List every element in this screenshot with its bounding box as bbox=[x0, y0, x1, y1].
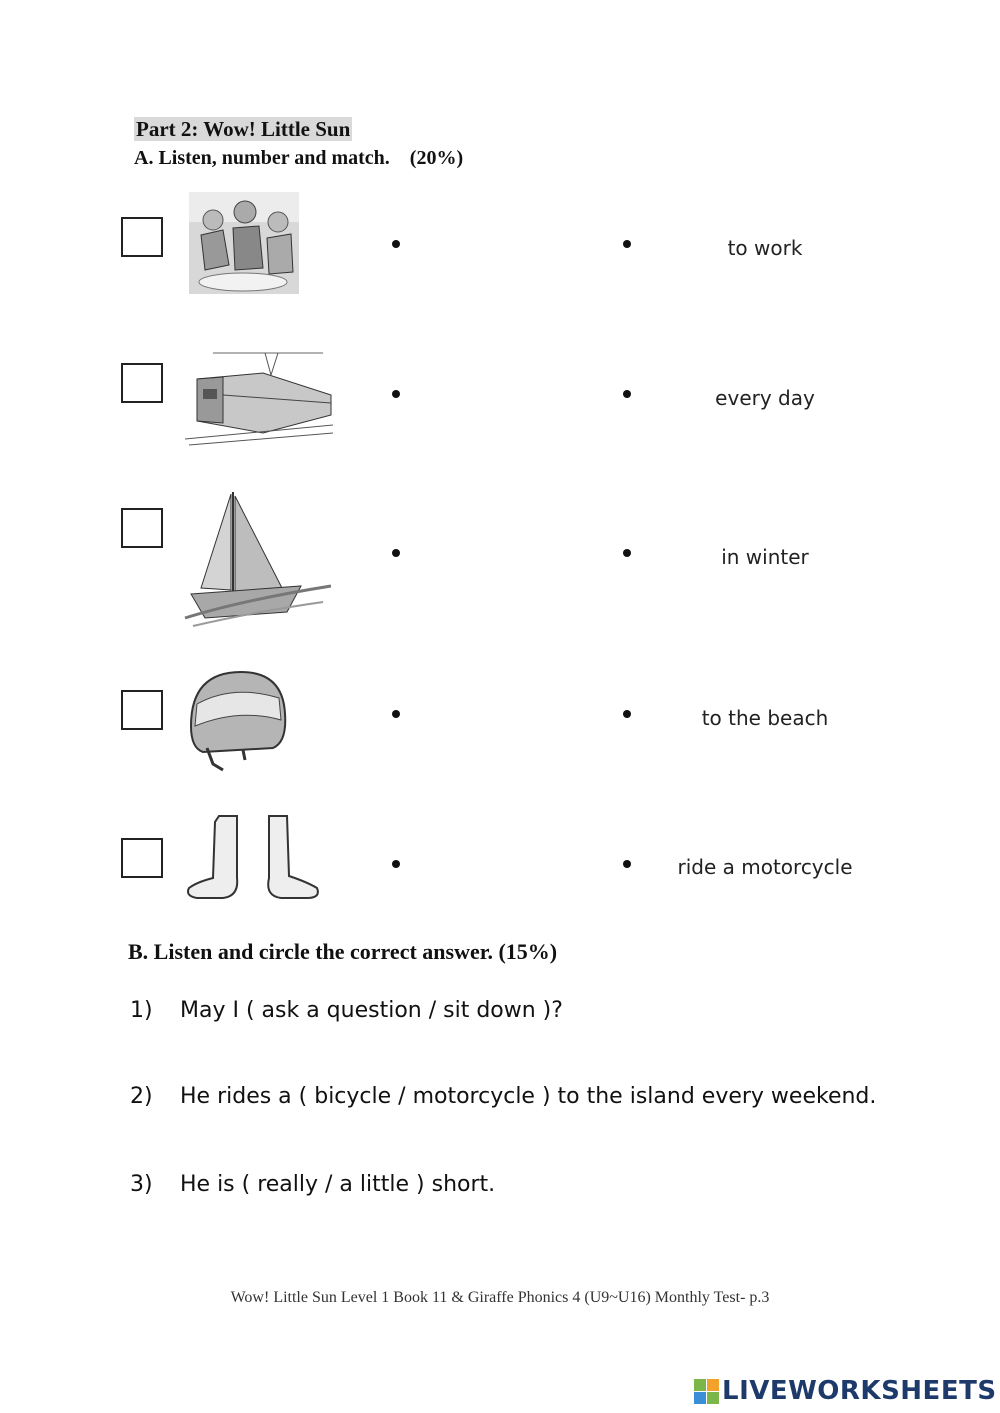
part-title: Part 2: Wow! Little Sun bbox=[136, 117, 351, 141]
question-text[interactable]: May I ( ask a question / sit down )? bbox=[180, 998, 563, 1023]
match-phrase-5: ride a motorcycle bbox=[677, 855, 853, 879]
question-number: 1) bbox=[130, 998, 153, 1023]
number-box-4[interactable] bbox=[121, 690, 163, 730]
question-3 bbox=[130, 1172, 495, 1197]
liveworksheets-logo-icon bbox=[694, 1379, 719, 1404]
match-dot-right-4[interactable] bbox=[623, 710, 631, 718]
match-dot-right-3[interactable] bbox=[623, 549, 631, 557]
match-phrase-3: in winter bbox=[721, 545, 809, 569]
section-a-title bbox=[134, 146, 463, 170]
liveworksheets-logo[interactable] bbox=[694, 1374, 997, 1408]
question-2 bbox=[130, 1084, 876, 1109]
match-dot-right-1[interactable] bbox=[623, 240, 631, 248]
train-picture bbox=[183, 345, 333, 447]
number-box-5[interactable] bbox=[121, 838, 163, 878]
match-dot-right-5[interactable] bbox=[623, 860, 631, 868]
number-box-3[interactable] bbox=[121, 508, 163, 548]
question-text[interactable]: He is ( really / a little ) short. bbox=[180, 1172, 496, 1197]
section-b-title: B. Listen and circle the correct answer. (15%) bbox=[128, 939, 558, 964]
match-phrase-1: to work bbox=[727, 236, 803, 260]
match-phrase-2: every day bbox=[715, 386, 815, 410]
helmet-picture bbox=[183, 664, 293, 774]
match-dot-left-5[interactable] bbox=[392, 860, 400, 868]
section-a-instruction: A. Listen, number and match. bbox=[134, 147, 390, 169]
question-number: 2) bbox=[130, 1084, 153, 1109]
match-dot-left-2[interactable] bbox=[392, 390, 400, 398]
match-dot-left-1[interactable] bbox=[392, 240, 400, 248]
match-dot-right-2[interactable] bbox=[623, 390, 631, 398]
children-playing-in-snow-picture bbox=[183, 190, 303, 296]
number-box-1[interactable] bbox=[121, 217, 163, 257]
sailboat-picture bbox=[183, 490, 333, 630]
logo-text: LIVEWORKSHEETS bbox=[722, 1376, 997, 1406]
match-dot-left-3[interactable] bbox=[392, 549, 400, 557]
page-footer: Wow! Little Sun Level 1 Book 11 & Giraffe Phonics 4 (U9~U16) Monthly Test- p.3 bbox=[230, 1289, 770, 1306]
match-phrase-4: to the beach bbox=[701, 706, 829, 730]
question-1 bbox=[130, 998, 563, 1023]
question-number: 3) bbox=[130, 1172, 153, 1197]
question-text[interactable]: He rides a ( bicycle / motorcycle ) to the island every weekend. bbox=[180, 1084, 877, 1109]
feet-picture bbox=[183, 812, 333, 908]
number-box-2[interactable] bbox=[121, 363, 163, 403]
match-dot-left-4[interactable] bbox=[392, 710, 400, 718]
section-a-percent: (20%) bbox=[409, 147, 464, 169]
